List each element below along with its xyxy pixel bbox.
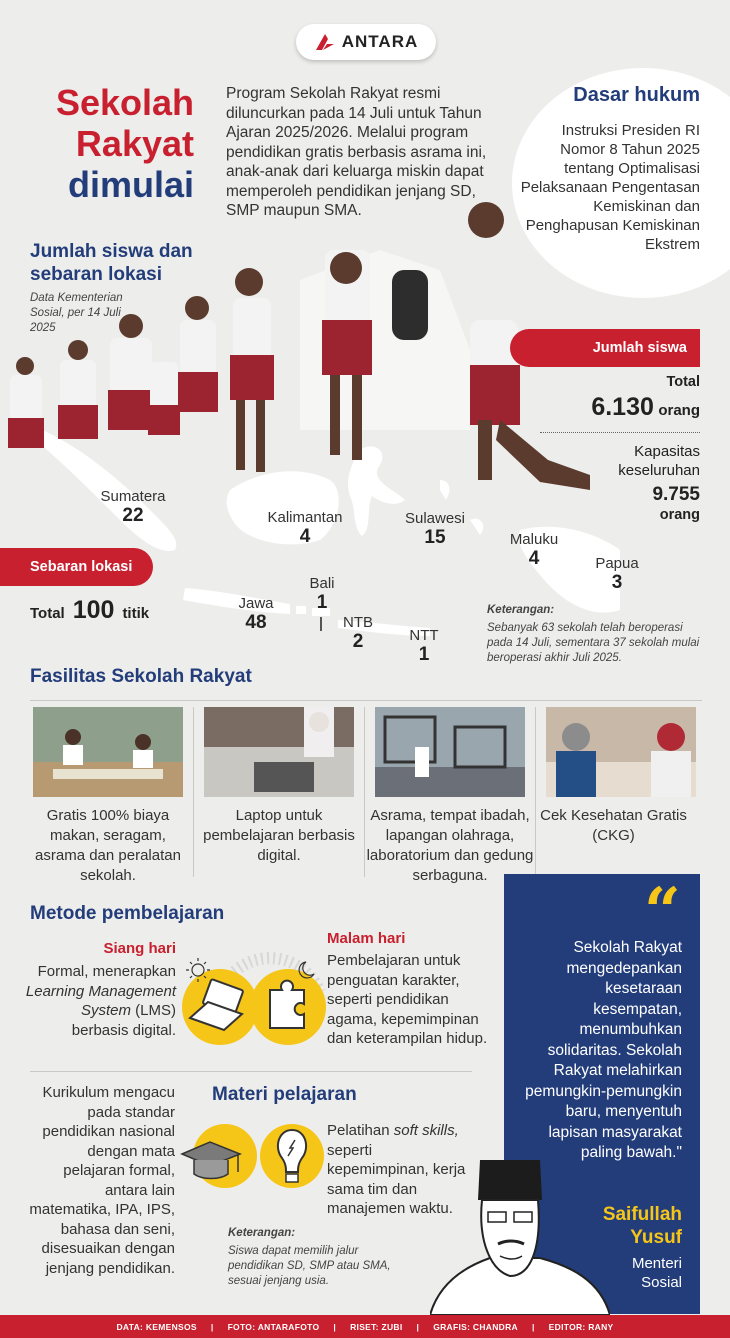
region-bali — [300, 575, 344, 614]
region-ntt — [400, 627, 448, 666]
credit-sep: | — [416, 1321, 420, 1332]
title-line-2: Rakyat — [75, 123, 194, 164]
siswa-total-unit: orang — [658, 402, 700, 419]
fasilitas-photo-makan — [33, 707, 183, 797]
credit-data: DATA: KEMENSOS — [116, 1321, 197, 1332]
sebaran-lokasi-pill: Sebaran lokasi — [0, 548, 153, 586]
region-value: 15 — [424, 527, 446, 548]
malam-title: Malam hari — [327, 930, 406, 947]
title-line-3: dimulai — [67, 164, 194, 205]
fasilitas-title: Fasilitas Sekolah Rakyat — [30, 666, 252, 687]
dasar-hukum-body: Instruksi Presiden RI Nomor 8 Tahun 2025 tentang Optimalisasi Pelaksanaan Pengentasan Kemiskinan dan Penghapusan Kemiskinan Ekstrem — [520, 122, 700, 253]
region-value: 4 — [299, 526, 311, 547]
siang-malam-illustration — [180, 952, 326, 1048]
siswa-total — [540, 393, 700, 422]
materi-note-title: Keterangan: — [228, 1227, 296, 1239]
metode-title: Metode pembelajaran — [30, 903, 225, 924]
credit-riset: RISET: ZUBI — [350, 1321, 403, 1332]
region-name: Maluku — [509, 531, 559, 548]
pelatihan-2: seperti kepemimpinan, kerja sama tim dan manajemen waktu. — [327, 1141, 466, 1217]
bali-leader-line — [320, 617, 322, 631]
quote-role-1: Menteri — [631, 1255, 682, 1272]
dasar-hukum-title: Dasar hukum — [573, 84, 700, 106]
kurikulum-text: Kurikulum mengacu pada standar pendidikan nasional dengan mata pelajaran formal, antara lain matematika, IPA, IPS, bahasa dan seni, disesuaikan dengan jenjang pendidikan. — [29, 1084, 175, 1277]
siswa-source: Data Kementerian Sosial, per 14 Juli 2025 — [30, 292, 123, 334]
region-name: NTB — [343, 614, 373, 631]
siswa-divider — [540, 432, 700, 433]
credit-grafis: GRAFIS: CHANDRA — [433, 1321, 518, 1332]
siang-title: Siang hari — [103, 940, 176, 957]
quote-text: Sekolah Rakyat mengedepankan kesetaraan kesempatan, menumbuhkan solidaritas. Sekolah Rakyat melahirkan pemungkin-pemungkin baru, menyentuh lapisan masyarakat paling bawah." — [525, 939, 682, 1161]
siswa-total-label: Total — [666, 374, 700, 390]
kapasitas-label: Kapasitas keseluruhan — [618, 443, 700, 479]
region-name: Papua — [595, 555, 639, 572]
region-value: 3 — [611, 572, 623, 593]
malam-body: Pembelajaran untuk penguatan karakter, seperti pendidikan agama, kepemimpinan dan keterampilan hidup. — [327, 952, 488, 1047]
siswa-total-value: 6.130 — [591, 393, 654, 421]
fasilitas-caption-1: Gratis 100% biaya makan, seragam, asrama dan peralatan sekolah. — [35, 807, 181, 884]
credit-foto: FOTO: ANTARAFOTO — [227, 1321, 320, 1332]
jumlah-siswa-pill: Jumlah siswa — [510, 329, 700, 367]
siswa-title-line-1: Jumlah siswa dan — [30, 241, 193, 262]
quote-role-2: Sosial — [641, 1274, 682, 1291]
region-sumatera — [93, 488, 173, 527]
region-maluku — [500, 531, 568, 570]
pelatihan-1: Pelatihan — [327, 1122, 390, 1139]
region-value: 22 — [122, 505, 144, 526]
region-ntb — [335, 614, 381, 653]
title-line-1: Sekolah — [55, 82, 194, 123]
sebaran-total-value: 100 — [72, 596, 115, 624]
region-name: Bali — [309, 575, 335, 592]
sebaran-note-title: Keterangan: — [487, 604, 555, 616]
region-kalimantan — [260, 509, 350, 548]
fasilitas-photo-asrama — [375, 707, 525, 797]
region-jawa — [230, 595, 282, 634]
siang-body — [22, 962, 176, 1040]
fasilitas-caption-4: Cek Kesehatan Gratis (CKG) — [540, 807, 687, 844]
sebaran-total-unit: titik — [122, 605, 150, 622]
siang-body-2: (LMS) berbasis digital. — [71, 1002, 176, 1039]
materi-illustration — [180, 1120, 326, 1196]
sebaran-total-label: Total — [30, 605, 65, 622]
region-value: 48 — [245, 612, 267, 633]
quote-icon: “ — [644, 874, 681, 949]
credit-sep: | — [210, 1321, 214, 1332]
sebaran-total — [30, 596, 149, 625]
siswa-title-line-2: sebaran lokasi — [30, 264, 163, 285]
fasilitas-photo-laptop — [204, 707, 354, 797]
materi-note-body: Siswa dapat memilih jalur pendidikan SD, SMP atau SMA, sesuai jenjang usia. — [228, 1245, 391, 1287]
quote-name-2: Yusuf — [630, 1227, 682, 1248]
region-name: Kalimantan — [267, 509, 343, 526]
kapasitas-value: 9.755 — [652, 484, 700, 505]
materi-title: Materi pelajaran — [212, 1084, 357, 1105]
credits-footer — [0, 1315, 730, 1338]
region-name: NTT — [409, 627, 439, 644]
antara-logo-icon — [314, 32, 336, 52]
region-value: 4 — [528, 548, 540, 569]
intro-text: Program Sekolah Rakyat resmi diluncurkan pada 14 Juli untuk Tahun Ajaran 2025/2026. Melalui program pendidikan gratis berbasis asrama ini, anak-anak dari keluarga miskin dapat memperoleh pendidikan jenjang SD, SMP maupun SMA. — [226, 85, 487, 219]
quote-name — [560, 1203, 682, 1249]
fasilitas-photo-kesehatan — [546, 707, 696, 797]
region-name: Sumatera — [100, 488, 166, 505]
quote-name-1: Saifullah — [602, 1204, 682, 1225]
fasilitas-caption-2: Laptop untuk pembelajaran berbasis digital. — [203, 807, 355, 864]
metode-divider — [30, 1071, 472, 1072]
region-papua — [585, 555, 649, 594]
logo-text: ANTARA — [341, 32, 419, 51]
region-value: 1 — [316, 592, 328, 613]
sebaran-note-body: Sebanyak 63 sekolah telah beroperasi pada 14 Juli, sementara 37 sekolah mulai beroperasi akhir Juli 2025. — [487, 622, 700, 664]
fasilitas-caption-3: Asrama, tempat ibadah, lapangan olahraga, laboratorium dan gedung serbaguna. — [366, 807, 534, 884]
antara-logo — [296, 24, 436, 60]
credit-sep: | — [531, 1321, 535, 1332]
region-name: Jawa — [238, 595, 274, 612]
pelatihan-italic: soft skills, — [393, 1122, 459, 1139]
siang-body-1: Formal, menerapkan — [37, 963, 176, 980]
fasilitas-sep-3 — [535, 707, 536, 877]
siang-body-italic: Learning Management System — [25, 982, 176, 1019]
fasilitas-divider — [30, 700, 702, 701]
credit-sep: | — [333, 1321, 337, 1332]
credit-editor: EDITOR: RANY — [548, 1321, 614, 1332]
siswa-section-title — [30, 240, 193, 286]
region-sulawesi — [395, 510, 475, 549]
region-value: 2 — [352, 631, 364, 652]
page-title — [56, 82, 194, 205]
region-value: 1 — [418, 644, 430, 665]
kapasitas-unit: orang — [659, 507, 700, 523]
region-name: Sulawesi — [404, 510, 466, 527]
quote-role — [590, 1254, 682, 1292]
